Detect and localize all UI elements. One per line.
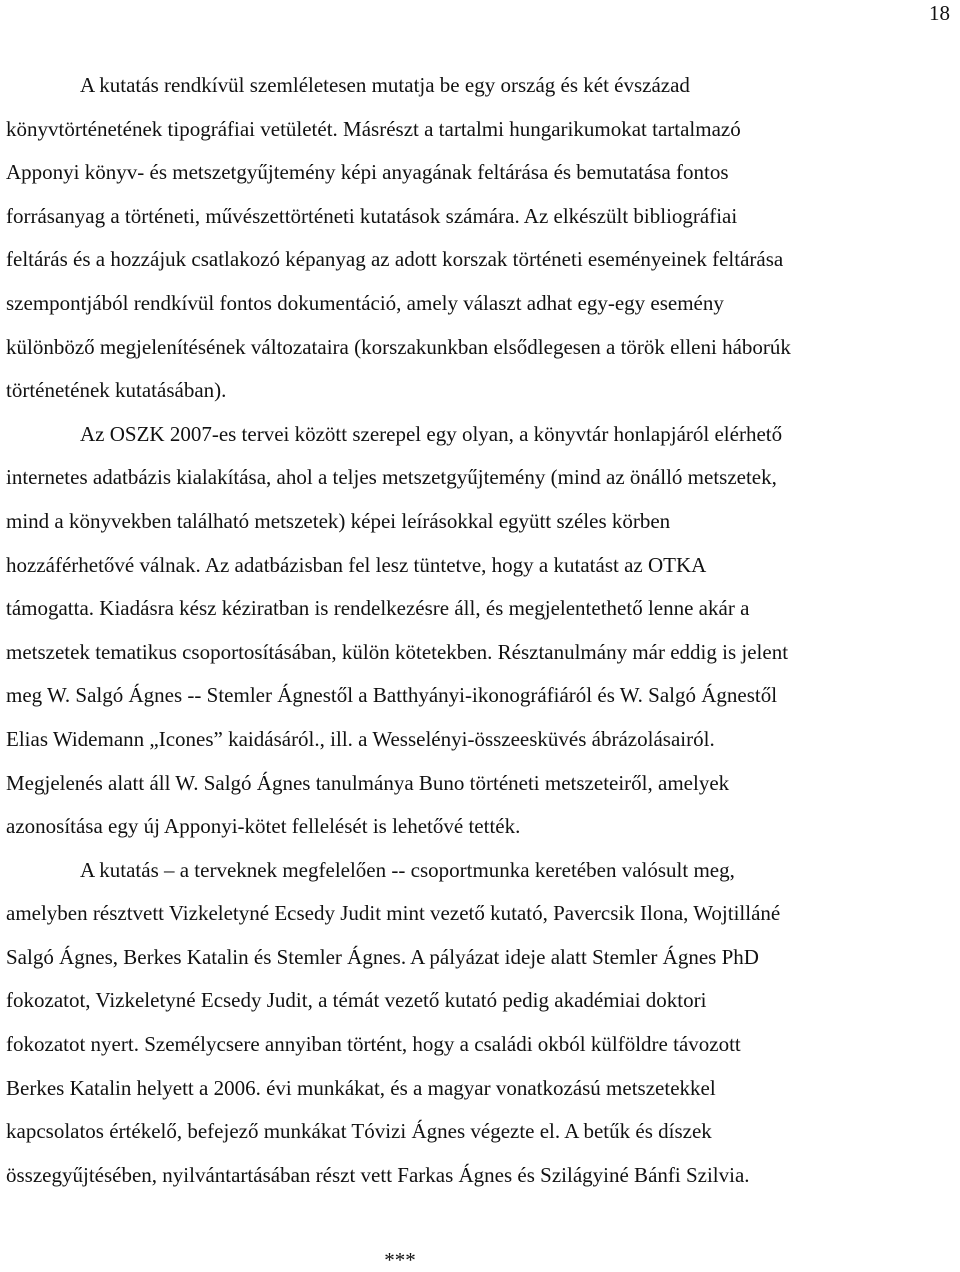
text-line: fokozatot, Vizkeletyné Ecsedy Judit, a témát vezető kutató pedig akadémiai doktori bbox=[6, 988, 707, 1013]
text-line: forrásanyag a történeti, művészettörténeti kutatások számára. Az elkészült bibliográfiai bbox=[6, 203, 738, 228]
text-line: internetes adatbázis kialakítása, ahol a teljes metszetgyűjtemény (mind az önálló metszetek, bbox=[6, 465, 777, 490]
page-number: 18 bbox=[929, 1, 950, 25]
text-line: Az OSZK 2007-es tervei között szerepel egy olyan, a könyvtár honlapjáról elérhető bbox=[80, 421, 783, 446]
text-line: szempontjából rendkívül fontos dokumentáció, amely választ adhat egy-egy esemény bbox=[6, 290, 724, 315]
paragraph-3 bbox=[6, 849, 946, 1198]
text-line: meg W. Salgó Ágnes -- Stemler Ágnestől a Batthyányi-ikonográfiáról és W. Salgó Ágnestől bbox=[6, 683, 778, 708]
text-line: mind a könyvekben található metszetek) képei leírásokkal együtt széles körben bbox=[6, 508, 671, 533]
paragraph-2 bbox=[6, 413, 946, 849]
text-line: amelyben résztvett Vizkeletyné Ecsedy Judit mint vezető kutató, Pavercsik Ilona, Wojtilláné bbox=[6, 901, 781, 926]
text-line: könyvtörténetének tipográfiai vetületét. Másrészt a tartalmi hungarikumokat tartalmazó bbox=[6, 116, 741, 141]
text-line: fokozatot nyert. Személycsere annyiban történt, hogy a családi okból külföldre távozott bbox=[6, 1032, 741, 1057]
text-line: támogatta. Kiadásra kész kéziratban is rendelkezésre áll, és megjelentethető lenne akár a bbox=[6, 596, 750, 621]
section-separator: *** bbox=[384, 1248, 416, 1272]
text-line: metszetek tematikus csoportosításában, külön kötetekben. Résztanulmány már eddig is jelent bbox=[6, 639, 789, 664]
text-line: azonosítása egy új Apponyi-kötet fellelését is lehetővé tették. bbox=[6, 814, 521, 839]
text-line: Berkes Katalin helyett a 2006. évi munkákat, és a magyar vonatkozású metszetekkel bbox=[6, 1075, 716, 1100]
text-line: hozzáférhetővé válnak. Az adatbázisban fel lesz tüntetve, hogy a kutatást az OTKA bbox=[6, 552, 707, 577]
text-line: összegyűjtésében, nyilvántartásában részt vett Farkas Ágnes és Szilágyiné Bánfi Szilvia. bbox=[6, 1162, 750, 1187]
text-line: Apponyi könyv- és metszetgyűjtemény képi anyagának feltárása és bemutatása fontos bbox=[6, 160, 729, 185]
text-line: A kutatás – a terveknek megfelelően -- csoportmunka keretében valósult meg, bbox=[80, 857, 735, 882]
text-line: történetének kutatásában). bbox=[6, 378, 227, 403]
paragraph-1 bbox=[6, 64, 946, 413]
text-line: Megjelenés alatt áll W. Salgó Ágnes tanulmánya Buno történeti metszeteiről, amelyek bbox=[6, 770, 730, 795]
text-line: feltárás és a hozzájuk csatlakozó képanyag az adott korszak történeti eseményeinek feltárása bbox=[6, 247, 784, 272]
text-line: Elias Widemann „Icones” kaidásáról., ill. a Wesselényi-összeesküvés ábrázolásairól. bbox=[6, 726, 715, 751]
text-line: A kutatás rendkívül szemléletesen mutatja be egy ország és két évszázad bbox=[80, 73, 690, 97]
text-line: Salgó Ágnes, Berkes Katalin és Stemler Ágnes. A pályázat ideje alatt Stemler Ágnes PhD bbox=[6, 944, 759, 969]
text-line: kapcsolatos értékelő, befejező munkákat Tóvizi Ágnes végezte el. A betűk és díszek bbox=[6, 1119, 712, 1144]
body-text bbox=[6, 64, 946, 1197]
text-line: különböző megjelenítésének változataira (korszakunkban elsődlegesen a török elleni háborúk bbox=[6, 334, 791, 359]
